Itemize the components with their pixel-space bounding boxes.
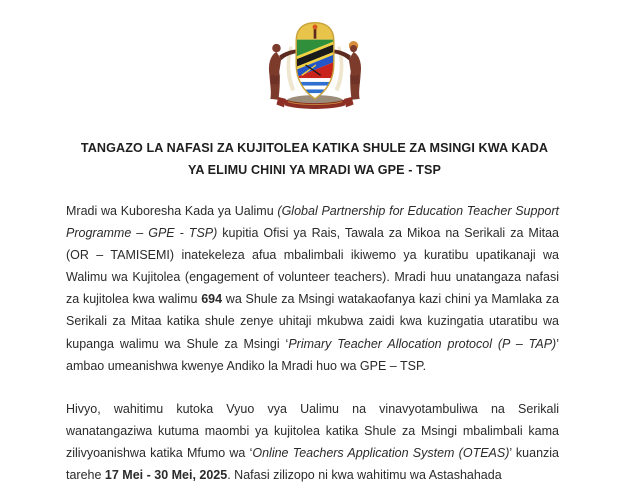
document-body — [66, 200, 559, 486]
title-line-2: YA ELIMU CHINI YA MRADI WA GPE - TSP — [188, 163, 441, 177]
body-paragraph-1 — [66, 200, 559, 377]
document-title — [0, 137, 629, 181]
emblem-shield — [296, 23, 334, 99]
text-run: 694 — [201, 292, 223, 307]
text-run: Mradi wa Kuboresha Kada ya Ualimu — [66, 204, 278, 218]
text-run: Hivyo, wahitimu kutoka Vyuo vya Ualimu na vinavyotambuliwa na Serikali wanatangaziwa kutuma maombi ya kujitolea katika Shule za Msingi mbalimbali kama zilivyoanishwa katika Mfumo wa ‘ — [66, 401, 559, 460]
coat-of-arms-emblem — [253, 18, 377, 112]
text-run: Online Teachers Application System (OTEAS) — [252, 445, 510, 460]
left-supporter-figure — [268, 44, 295, 100]
title-line-1: TANGAZO LA NAFASI ZA KUJITOLEA KATIKA SHULE ZA MSINGI KWA KADA — [80, 141, 549, 155]
text-run: (Global Partnership for Education Teacher Support Programme – GPE - TSP) — [66, 204, 559, 241]
text-run: kupitia Ofisi ya Rais, Tawala za Mikoa na Serikali za Mitaa (OR – TAMISEMI) inatekeleza afua mbalimbali ikiwemo ya kuratibu upatikanaji wa Walimu wa Kujitolea (engagement of volunteer teachers). Mradi huu unatangaza nafasi za kujitolea kwa walimu — [66, 226, 559, 307]
text-run: wa Shule za Msingi watakaofanya kazi chini ya Mamlaka za Serikali za Mitaa katika shule zenye uhitaji mkubwa zaidi kwa kuzingatia utaratibu wa kupanga walimu wa Shule za Msingi ‘ — [66, 292, 559, 351]
text-run: ’ ambao umeanishwa kwenye Andiko la Mradi huo wa GPE – TSP. — [66, 336, 559, 373]
tanzania-coat-of-arms-icon — [253, 18, 377, 112]
text-run: ’ kuanzia tarehe — [66, 445, 560, 483]
body-paragraph-2 — [66, 398, 559, 486]
text-run: . Nafasi zilizopo ni kwa wahitimu wa Astashahada — [227, 468, 502, 483]
text-run: 17 Mei - 30 Mei, 2025 — [104, 468, 228, 483]
text-run: Primary Teacher Allocation protocol (P – TAP) — [288, 336, 557, 351]
